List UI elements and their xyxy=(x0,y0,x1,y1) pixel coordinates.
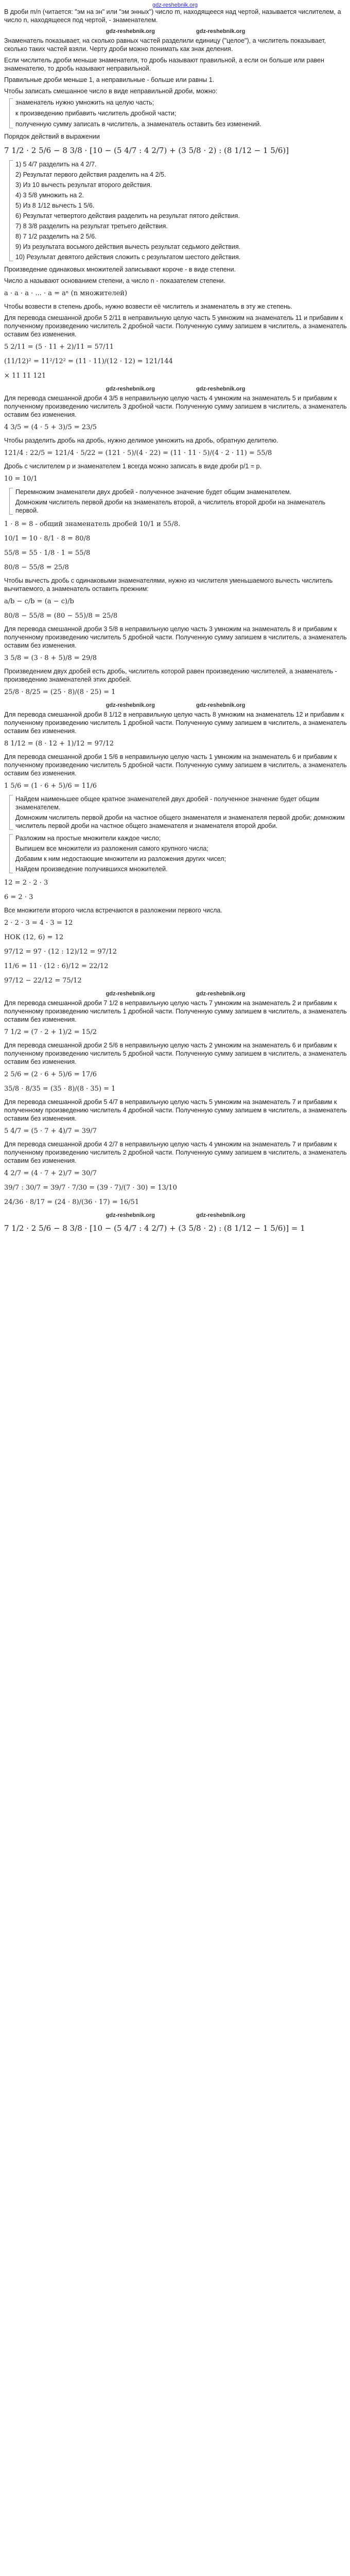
watermark-row xyxy=(4,701,347,708)
calc: 5 2/11 = (5 · 11 + 2)/11 = 57/11 xyxy=(4,343,114,351)
order-step: 6) Результат четвертого действия разделить на результат пятого действия. xyxy=(15,212,240,219)
conversion-paragraph: Для перевода смешанной дроби 8 1/12 в неправильную целую часть 8 умножим на знаменатель 12 и прибавим к полученному произведению числитель 1 дробной части. Полученную сумму запишем в числитель, а знаменатель оставим без изменения. xyxy=(4,711,347,735)
watermark-row xyxy=(4,1211,347,1218)
step-item: полученную сумму записать в числитель, а знаменатель оставить без изменений. xyxy=(15,121,261,128)
rule-paragraph: Чтобы вычесть дробь с одинаковыми знаменателями, нужно из числителя уменьшаемого вычесть числитель вычитаемого, а знаменатель оставить прежним: xyxy=(4,577,333,592)
calc: 10 = 10/1 xyxy=(4,475,38,483)
calc: 1 5/6 = (1 · 6 + 5)/6 = 11/6 xyxy=(4,782,97,790)
calc: 97/12 − 22/12 = 75/12 xyxy=(4,977,82,985)
lcm-how xyxy=(8,834,347,873)
conversion-paragraph: Для перевода смешанной дроби 5 4/7 в неправильную целую часть 5 умножим на знаменатель 7 и прибавим к полученному произведению числитель 4 дробной части. Полученную сумму запишем в числитель, а знаменатель оставим без изменения. xyxy=(4,1098,347,1122)
calc: 3 5/8 = (3 · 8 + 5)/8 = 29/8 xyxy=(4,654,97,662)
calc: 121/4 : 22/5 = 121/4 · 5/22 = (121 · 5)/(4 · 22) = (11 · 11 · 5)/(4 · 2 · 11) = 55/8 xyxy=(4,449,272,457)
order-step: 8) 7 1/2 разделить на 2 5/6. xyxy=(15,233,97,240)
conversion-paragraph: Для перевода смешанной дроби 2 5/6 в неправильную целую часть 2 умножим на знаменатель 6 и прибавим к полученному произведению числитель 5 дробной части. Полученную сумму запишем в числитель, а знаменатель оставим без изменения. xyxy=(4,1042,347,1065)
order-step: 7) 8 3/8 разделить на результат третьего действия. xyxy=(15,223,168,230)
power-text: Число a называют основанием степени, а число n - показателем степени. xyxy=(4,277,225,284)
calc: 10/1 = 10 · 8/1 · 8 = 80/8 xyxy=(4,535,91,543)
watermark-row xyxy=(4,385,347,392)
calc: 11/6 = 11 · (12 : 6)/12 = 22/12 xyxy=(4,962,109,970)
calc: 6 = 2 · 3 xyxy=(4,893,33,901)
watermark: gdz-reshebnik.org xyxy=(196,991,246,997)
mixed-to-improper-steps xyxy=(8,98,347,128)
step-item: Домножим числитель первой дроби на частное общего знаменателя и знаменателя первой дроби; домножим числитель первой дроби на частное общего знаменателя и знаменателя второй дроби. xyxy=(15,814,345,829)
rule-paragraph: Все множители второго числа встречаются в разложении первого числа. xyxy=(4,907,222,914)
calc: (11/12)² = 11²/12² = (11 · 11)/(12 · 12) = 121/144 xyxy=(4,358,173,365)
calc: НОК (12, 6) = 12 xyxy=(4,934,64,941)
watermark: gdz-reshebnik.org xyxy=(196,1212,246,1218)
watermark: gdz-reshebnik.org xyxy=(106,28,155,35)
step-item: Разложим на простые множители каждое число; xyxy=(15,835,161,842)
calc: 80/8 − 55/8 = 25/8 xyxy=(4,564,69,571)
conversion-paragraph: Для перевода смешанной дроби 4 2/7 в неправильную целую часть 4 умножим на знаменатель 7 и прибавим к полученному произведению числитель 2 дробной части. Полученную сумму запишем в числитель, а знаменатель оставим без изменения. xyxy=(4,1141,347,1164)
order-step: 10) Результат девятого действия сложить с результатом шестого действия. xyxy=(15,253,241,261)
calc: 7 1/2 = (7 · 2 + 1)/2 = 15/2 xyxy=(4,1028,97,1036)
lcm-steps xyxy=(8,795,347,830)
calc: × 11 11 121 xyxy=(4,372,46,380)
order-steps xyxy=(8,160,347,261)
intro-paragraph: Чтобы записать смешанное число в виде неправильной дроби, можно: xyxy=(4,88,218,95)
page xyxy=(0,0,350,1238)
intro-paragraph: Правильные дроби меньше 1, а неправильные - больше или равны 1. xyxy=(4,76,215,83)
watermark: gdz-reshebnik.org xyxy=(106,991,155,997)
step-item: знаменатель нужно умножить на целую часть; xyxy=(15,99,154,106)
intro-paragraph: В дроби m/n (читается: "эм на эн" или "эм энных") число m, находящееся над чертой, называется числителем, а число n, находящееся под чертой, - знаменателем. xyxy=(4,8,341,24)
step-item: Домножим числитель первой дроби на знаменатель второй, а числитель второй дроби на знаменатель первой. xyxy=(15,499,326,514)
order-intro: Порядок действий в выражении xyxy=(4,133,100,140)
calc: a/b − c/b = (a − c)/b xyxy=(4,598,74,605)
calc: 4 3/5 = (4 · 5 + 3)/5 = 23/5 xyxy=(4,423,97,431)
calc: 4 2/7 = (4 · 7 + 2)/7 = 30/7 xyxy=(4,1170,97,1177)
calc: 25/8 · 8/25 = (25 · 8)/(8 · 25) = 1 xyxy=(4,688,116,696)
conversion-paragraph: Для перевода смешанной дроби 5 2/11 в неправильную целую часть 5 умножим на знаменатель 11 и прибавим к полученному произведению числитель 2 дробной части. Полученную сумму запишем в числитель, а знаменатель оставим без изменения. xyxy=(4,314,347,338)
order-step: 1) 5 4/7 разделить на 4 2/7. xyxy=(15,161,97,168)
calc: 24/36 · 8/17 = (24 · 8)/(36 · 17) = 16/51 xyxy=(4,1198,139,1206)
step-item: к произведению прибавить числитель дробной части; xyxy=(15,110,177,117)
power-text: Произведение одинаковых множителей записывают короче - в виде степени. xyxy=(4,266,236,273)
step-item: Найдем произведение получившихся множителей. xyxy=(15,866,168,873)
calc: 8 1/12 = (8 · 12 + 1)/12 = 97/12 xyxy=(4,740,114,748)
power-formula: a · a · a · ... · a = aⁿ (n множителей) xyxy=(4,290,128,297)
calc: 2 · 2 · 3 = 4 · 3 = 12 xyxy=(4,919,73,927)
site-header xyxy=(0,0,350,8)
power-text: Чтобы возвести в степень дробь, нужно возвести её числитель и знаменатель в эту же степень. xyxy=(4,303,292,310)
rule-paragraph: Произведением двух дробей есть дробь, числитель которой равен произведению числителей, а знаменатель - произведению знаменателей этих дробей. xyxy=(4,668,337,683)
calc: 1 · 8 = 8 - общий знаменатель дробей 10/1 и 55/8. xyxy=(4,520,181,528)
common-denominator-steps xyxy=(8,488,347,515)
calc: 97/12 = 97 · (12 : 12)/12 = 97/12 xyxy=(4,948,117,956)
watermark-row xyxy=(4,27,347,35)
step-item: Перемножим знаменатели двух дробей - полученное значение будет общим знаменателем. xyxy=(15,488,292,496)
conversion-paragraph: Для перевода смешанной дроби 1 5/6 в неправильную целую часть 1 умножим на знаменатель 6 и прибавим к полученному произведению числитель 5 дробной части. Полученную сумму запишем в числитель, а знаменатель оставим без изменения. xyxy=(4,753,347,777)
order-step: 5) Из 8 1/12 вычесть 1 5/6. xyxy=(15,202,95,209)
solution-content xyxy=(0,8,350,1235)
intro-paragraph: Если числитель дроби меньше знаменателя, то дробь называют правильной, а если он больше или равен знаменателю, то дробь называют неправильной. xyxy=(4,57,324,72)
intro-paragraph: Знаменатель показывает, на сколько равных частей разделили единицу ("целое"), а числитель показывает, сколько таких частей взяли. Черту дроби можно понимать как знак деления. xyxy=(4,37,326,53)
order-step: 3) Из 10 вычесть результат второго действия. xyxy=(15,181,152,189)
order-step: 4) 3 5/8 умножить на 2. xyxy=(15,192,84,199)
site-header-link[interactable]: gdz-reshebnik.org xyxy=(152,2,198,8)
watermark-row xyxy=(4,990,347,997)
order-step: 9) Из результата восьмого действия вычесть результат седьмого действия. xyxy=(15,243,241,250)
calc: 39/7 : 30/7 = 39/7 · 7/30 = (39 · 7)/(7 · 30) = 13/10 xyxy=(4,1184,177,1192)
calc: 5 4/7 = (5 · 7 + 4)/7 = 39/7 xyxy=(4,1127,97,1135)
final-answer: 7 1/2 · 2 5/6 − 8 3/8 · [10 − (5 4/7 : 4 2/7) + (3 5/8 · 2) : (8 1/12 − 1 5/6)] = 1 xyxy=(4,1224,305,1233)
watermark: gdz-reshebnik.org xyxy=(196,702,246,708)
watermark: gdz-reshebnik.org xyxy=(106,702,155,708)
calc: 2 5/6 = (2 · 6 + 5)/6 = 17/6 xyxy=(4,1071,97,1078)
calc: 80/8 − 55/8 = (80 − 55)/8 = 25/8 xyxy=(4,612,118,620)
calc: 35/8 · 8/35 = (35 · 8)/(8 · 35) = 1 xyxy=(4,1085,116,1093)
conversion-paragraph: Для перевода смешанной дроби 4 3/5 в неправильную целую часть 4 умножим на знаменатель 5 и прибавим к полученному произведению числитель 3 дробной части. Полученную сумму запишем в числитель, а знаменатель оставим без изменения. xyxy=(4,395,347,418)
step-item: Выпишем все множители из разложения самого крупного числа; xyxy=(15,845,208,852)
step-item: Добавим к ним недостающие множители из разложения других чисел; xyxy=(15,855,226,862)
step-item: Найдем наименьшее общее кратное знаменателей двух дробей - полученное значение будет общим знаменателем. xyxy=(15,795,320,811)
rule-paragraph: Чтобы разделить дробь на дробь, нужно делимое умножить на дробь, обратную делителю. xyxy=(4,437,278,444)
watermark: gdz-reshebnik.org xyxy=(106,386,155,392)
calc: 55/8 = 55 · 1/8 · 1 = 55/8 xyxy=(4,549,91,557)
watermark: gdz-reshebnik.org xyxy=(196,386,246,392)
order-step: 2) Результат первого действия разделить на 4 2/5. xyxy=(15,171,166,178)
conversion-paragraph: Для перевода смешанной дроби 7 1/2 в неправильную целую часть 7 умножим на знаменатель 2 и прибавим к полученному произведению числитель 1 дробной части. Полученную сумму запишем в числитель, а знаменатель оставим без изменения. xyxy=(4,999,347,1023)
rule-paragraph: Дробь с числителем p и знаменателем 1 всегда можно записать в виде дроби p/1 = p. xyxy=(4,463,262,470)
calc: 12 = 2 · 2 · 3 xyxy=(4,879,48,887)
watermark: gdz-reshebnik.org xyxy=(106,1212,155,1218)
main-expression: 7 1/2 · 2 5/6 − 8 3/8 · [10 − (5 4/7 : 4 2/7) + (3 5/8 · 2) : (8 1/12 − 1 5/6)] xyxy=(4,146,289,155)
watermark: gdz-reshebnik.org xyxy=(196,28,246,35)
conversion-paragraph: Для перевода смешанной дроби 3 5/8 в неправильную целую часть 3 умножим на знаменатель 8 и прибавим к полученному произведению числитель 5 дробной части. Полученную сумму запишем в числитель, а знаменатель оставим без изменения. xyxy=(4,625,347,649)
